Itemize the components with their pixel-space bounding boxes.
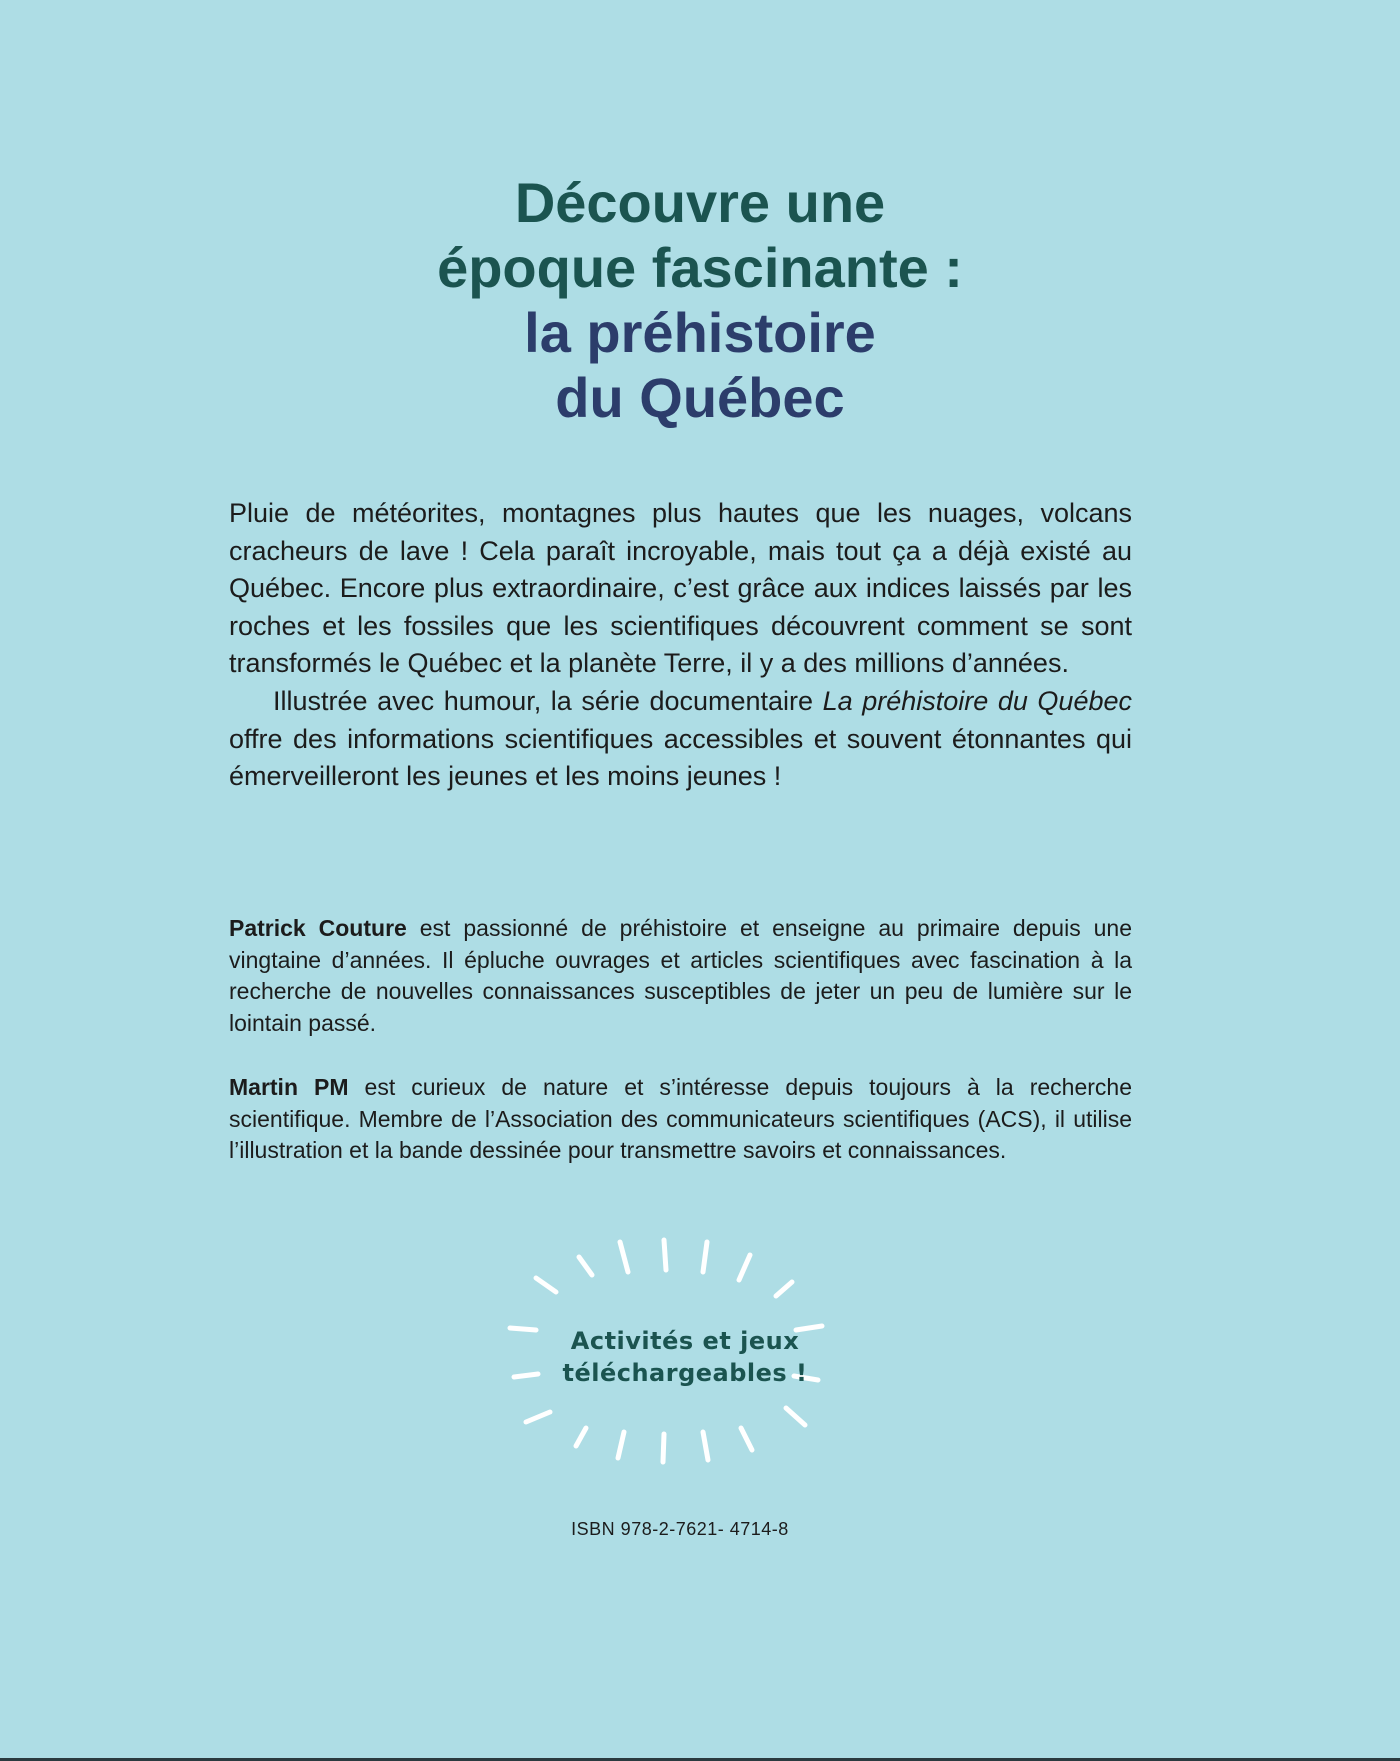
author-name: Patrick Couture — [229, 915, 407, 941]
title-line-3: la préhistoire — [524, 301, 876, 364]
badge-line-1: Activités et jeux — [570, 1327, 800, 1355]
author-bio-martin — [229, 1072, 1132, 1167]
badge-line-2: téléchargeables ! — [562, 1359, 808, 1387]
downloads-badge-text — [500, 1325, 870, 1389]
author-bio-text: est passionné de préhistoire et enseigne au primaire depuis une vingtaine d’années. Il épluche ouvrages et articles scientifiques avec fascination à la recherche de nouvelles connaissances susceptibles de jeter un peu de lumière sur le lointain passé. — [229, 915, 1132, 1036]
page-title — [0, 170, 1400, 430]
author-name: Martin PM — [229, 1074, 349, 1100]
title-line-4: du Québec — [555, 366, 845, 429]
summary-paragraph-2-start: Illustrée avec humour, la série documentaire — [273, 685, 823, 716]
title-line-2: époque fascinante : — [437, 236, 963, 299]
downloads-badge — [500, 1230, 870, 1470]
author-bio-text: est curieux de nature et s’intéresse depuis toujours à la recherche scientifique. Membre de l’Association des communicateurs scientifiques (ACS), il utilise l’illustration et la bande dessinée pour transmettre savoirs et connaissances. — [229, 1074, 1132, 1163]
author-bio-patrick — [229, 913, 1132, 1039]
summary-paragraph-1: Pluie de météorites, montagnes plus hautes que les nuages, volcans cracheurs de lave ! Cela paraît incroyable, mais tout ça a déjà existé au Québec. Encore plus extraordinaire, c’est grâce aux indices laissés par les roches et les fossiles que les scientifiques découvrent comment se sont transformés le Québec et la planète Terre, il y a des millions d’années. — [229, 498, 1132, 679]
series-title: La préhistoire du Québec — [822, 685, 1132, 716]
isbn-number: ISBN 978-2-7621- 4714-8 — [571, 1519, 789, 1539]
summary-paragraph-2-end: offre des informations scientifiques accessibles et souvent étonnantes qui émerveilleront les jeunes et les moins jeunes ! — [229, 723, 1132, 792]
summary-paragraph-2 — [229, 683, 1132, 796]
title-line-1: Découvre une — [514, 171, 886, 234]
book-summary — [229, 495, 1132, 796]
